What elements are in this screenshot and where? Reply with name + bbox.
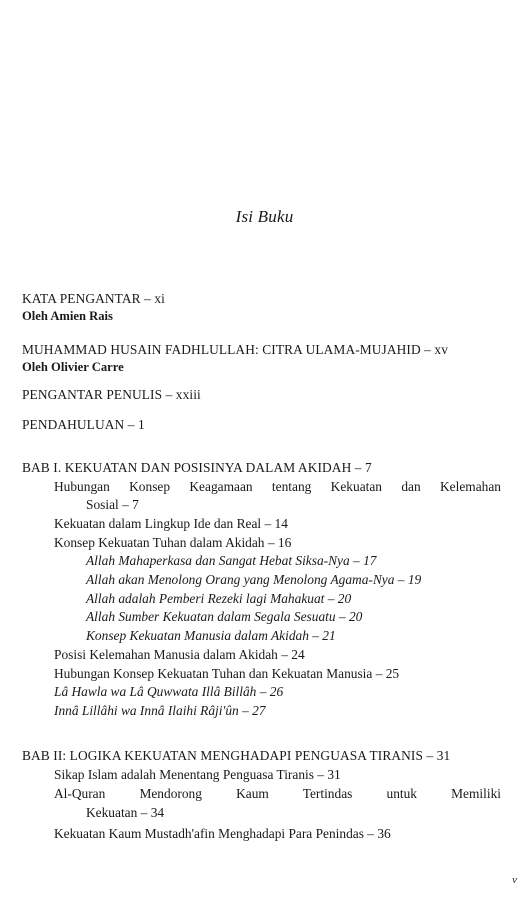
toc-item: Sikap Islam adalah Menentang Penguasa Tiranis – 31 — [54, 767, 341, 782]
toc-title: Isi Buku — [235, 207, 294, 226]
toc-entry-kata-pengantar: KATA PENGANTAR – xi — [22, 291, 165, 306]
toc-item-continued: Sosial – 7 — [86, 497, 139, 512]
toc-item: Al-Quran Mendorong Kaum Tertindas untuk Memiliki — [54, 786, 501, 801]
toc-chapter-1: BAB I. KEKUATAN DAN POSISINYA DALAM AKIDAH – 7 — [22, 460, 372, 475]
toc-author-olivier-carre: Oleh Olivier Carre — [22, 360, 124, 374]
toc-item: Hubungan Konsep Kekuatan Tuhan dan Kekuatan Manusia – 25 — [54, 666, 400, 681]
toc-entry-pendahuluan: PENDAHULUAN – 1 — [22, 417, 145, 432]
toc-item: Lâ Hawla wa Lâ Quwwata Illâ Billâh – 26 — [54, 684, 284, 699]
page-number: v — [512, 874, 517, 886]
toc-item: Posisi Kelemahan Manusia dalam Akidah – 24 — [54, 647, 305, 662]
toc-item: Hubungan Konsep Keagamaan tentang Kekuatan dan Kelemahan — [54, 479, 501, 494]
toc-item-continued: Kekuatan – 34 — [86, 805, 165, 820]
toc-subitem: Allah adalah Pemberi Rezeki lagi Mahakuat – 20 — [86, 591, 352, 606]
toc-subitem: Allah Mahaperkasa dan Sangat Hebat Siksa-Nya – 17 — [86, 553, 377, 568]
toc-subitem: Konsep Kekuatan Manusia dalam Akidah – 21 — [86, 628, 336, 643]
toc-item: Konsep Kekuatan Tuhan dalam Akidah – 16 — [54, 535, 292, 550]
toc-chapter-2: BAB II: LOGIKA KEKUATAN MENGHADAPI PENGUASA TIRANIS – 31 — [22, 748, 451, 763]
toc-item: Kekuatan Kaum Mustadh'afin Menghadapi Para Penindas – 36 — [54, 826, 391, 841]
toc-entry-fadhlullah: MUHAMMAD HUSAIN FADHLULLAH: CITRA ULAMA-MUJAHID – xv — [22, 342, 449, 357]
toc-subitem: Allah akan Menolong Orang yang Menolong Agama-Nya – 19 — [86, 572, 422, 587]
toc-entry-pengantar-penulis: PENGANTAR PENULIS – xxiii — [22, 387, 201, 402]
toc-item: Kekuatan dalam Lingkup Ide dan Real – 14 — [54, 516, 288, 531]
toc-author-amien-rais: Oleh Amien Rais — [22, 309, 113, 323]
toc-item: Innâ Lillâhi wa Innâ Ilaihi Râji'ûn – 27 — [54, 703, 266, 718]
toc-subitem: Allah Sumber Kekuatan dalam Segala Sesuatu – 20 — [86, 609, 363, 624]
